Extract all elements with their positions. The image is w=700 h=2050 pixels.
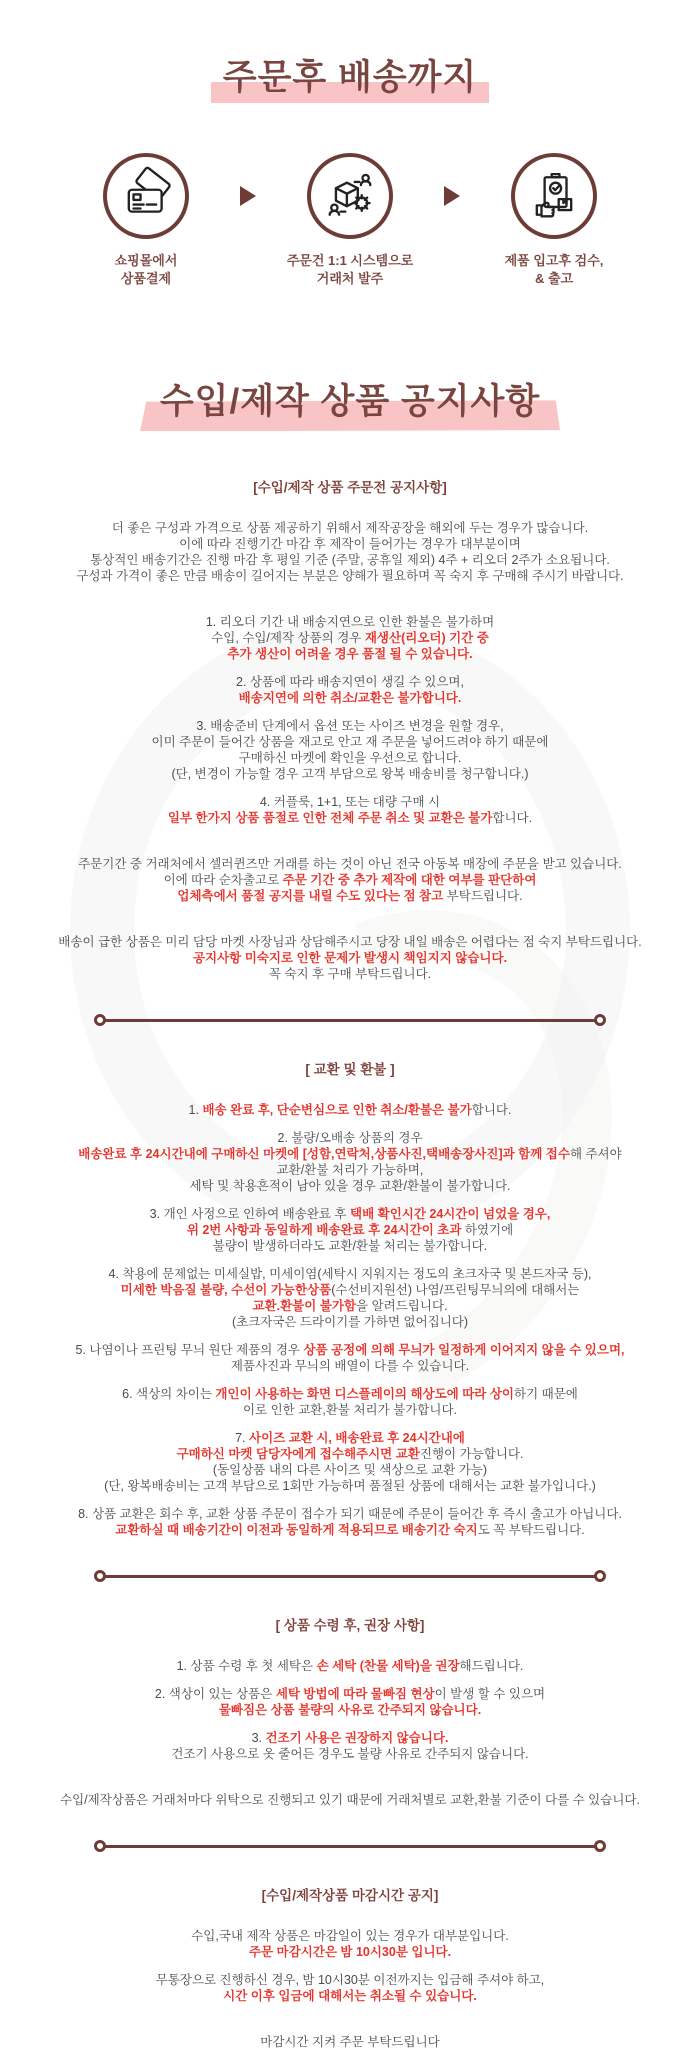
text-line: 구성과 가격이 좋은 만큼 배송이 길어지는 부분은 양해가 필요하며 꼭 숙지 후 구매해 주시기 바랍니다.: [76, 569, 624, 584]
notice-block: [28, 934, 672, 982]
order-system-icon: [307, 153, 393, 239]
section-heading: [ 교환 및 환불 ]: [305, 1062, 395, 1078]
notice-block: [28, 718, 672, 782]
text-line: 더 좋은 구성과 가격으로 상품 제공하기 위해서 제작공장을 해외에 두는 경우가 많습니다.: [111, 521, 589, 536]
notice-title: 수입/제작 상품 공지사항: [159, 382, 541, 422]
notice-block: [28, 1658, 672, 1674]
credit-cards-icon: [103, 153, 189, 239]
text-line: (초크자국은 드라이기를 가하면 없어집니다): [231, 1315, 469, 1330]
text-line: 교환/환불 처리가 가능하며,: [276, 1163, 424, 1178]
section-heading: [수입/제작상품 마감시간 공지]: [261, 1888, 439, 1904]
text-line: 세탁 및 착용흔적이 남아 있을 경우 교환/환불이 불가합니다.: [189, 1179, 511, 1194]
text-line: (단, 왕복배송비는 고객 부담으로 1회만 가능하며 품절된 상품에 대해서는 교환 불가입니다.): [104, 1479, 596, 1494]
step-payment-label: 쇼핑몰에서 상품결제: [114, 253, 178, 287]
text-line: 구매하신 마켓 담당자에게 접수해주시면 교환진행이 가능합니다.: [176, 1447, 524, 1462]
emphasis-text: 교환.환불이 불가함: [252, 1299, 357, 1314]
text-line: [28, 950, 672, 966]
text-line: 업체측에서 품절 공지를 내릴 수도 있다는 점 참고 부탁드립니다.: [177, 889, 523, 904]
notice-sections: [0, 476, 700, 2050]
notice-block: [28, 614, 672, 662]
text-line: 수입, 수입/제작 상품의 경우 재생산(리오더) 기간 중: [211, 631, 489, 646]
emphasis-text: 업체측에서 품절 공지를 내릴 수도 있다는 점 참고: [177, 889, 447, 904]
text-line: 2. 색상이 있는 상품은 세탁 방법에 따라 물빠짐 현상이 발생 할 수 있으며: [154, 1687, 546, 1702]
emphasis-text: 구매하신 마켓 담당자에게 접수해주시면 교환: [176, 1447, 420, 1462]
text-line: 교환하실 때 배송기간이 이전과 동일하게 적용되므로 배송기간 숙지도 꼭 부탁드립니다.: [115, 1523, 585, 1538]
text-line: 1. 상품 수령 후 첫 세탁은 손 세탁 (찬물 세탁)을 권장해드립니다.: [176, 1659, 524, 1674]
notice-block: [28, 1342, 672, 1374]
text-line: (동일상품 내의 다른 사이즈 및 색상으로 교환 가능): [212, 1463, 488, 1478]
emphasis-text: 배송완료 후 24시간내에 구매하신 마켓에 [성함,연락처,상품사진,택배송장사진]과 함께 접수: [78, 1147, 570, 1162]
text-line: 3. 개인 사정으로 인하여 배송완료 후 택배 확인시간 24시간이 넘었을 경우,: [149, 1207, 551, 1222]
arrow-right-icon: [444, 186, 460, 206]
section-divider: [94, 1570, 606, 1582]
emphasis-text: 위 2번 사항과 동일하게 배송완료 후 24시간이 초과: [186, 1223, 462, 1238]
step-payment: [52, 153, 240, 288]
emphasis-text: 일부 한가지 상품 품절로 인한 전체 주문 취소 및 교환은 불가: [167, 811, 493, 826]
text-line: 이로 인한 교환,환불 처리가 불가합니다.: [242, 1403, 458, 1418]
notice-block: [28, 794, 672, 826]
order-process-steps: [0, 153, 700, 288]
text-line: 미세한 박음질 불량, 수선이 가능한상품(수선비지원선) 나염/프린팅무늬의에 대해서는: [120, 1283, 580, 1298]
notice-block: [28, 1928, 672, 1960]
notice-block: [28, 1792, 672, 1808]
text-line: 8. 상품 교환은 회수 후, 교환 상품 주문이 접수가 되기 때문에 주문이 들어간 후 즉시 출고가 아닙니다.: [78, 1507, 622, 1522]
notice-title-section: [0, 374, 700, 436]
text-line: 이에 따라 순차출고로 주문 기간 중 추가 제작에 대한 여부를 판단하여: [163, 873, 537, 888]
emphasis-text: 손 세탁 (찬물 세탁)을 권장: [316, 1659, 460, 1674]
text-line: 위 2번 사항과 동일하게 배송완료 후 24시간이 초과 하였기에: [186, 1223, 514, 1238]
notice-block: [28, 1972, 672, 2004]
notice-block: [28, 1266, 672, 1330]
emphasis-text: 건조기 사용은 권장하지 않습니다.: [265, 1731, 449, 1746]
text-line: 수입,국내 제작 상품은 마감일이 있는 경우가 대부분입니다.: [191, 1929, 509, 1944]
text-line: 일부 한가지 상품 품절로 인한 전체 주문 취소 및 교환은 불가합니다.: [167, 811, 533, 826]
text-line: 이에 따라 진행기간 마감 후 제작이 들어가는 경우가 대부분이며: [179, 537, 521, 552]
emphasis-text: 개인이 사용하는 화면 디스플레이의 해상도에 따라 상이: [215, 1387, 514, 1402]
notice-block: [28, 1686, 672, 1718]
text-line: 4. 커플룩, 1+1, 또는 대량 구매 시: [259, 795, 441, 810]
step-inspection-label: 제품 입고후 검수, & 출고: [504, 253, 604, 287]
divider-end-circle: [594, 1840, 606, 1852]
section-heading: [수입/제작 상품 주문전 공지사항]: [253, 480, 447, 496]
emphasis-text: 미세한 박음질 불량, 수선이 가능한상품: [120, 1283, 332, 1298]
notice-block: [28, 520, 672, 584]
emphasis-text: 배송 완료 후, 단순변심으로 인한 취소/환불은 불가: [202, 1103, 472, 1118]
text-line: 배송완료 후 24시간내에 구매하신 마켓에 [성함,연락처,상품사진,택배송장사진]과 함께 접수해 주셔야: [78, 1147, 622, 1162]
text-line: [28, 646, 672, 662]
notice-block: [28, 1730, 672, 1762]
text-line: 3. 건조기 사용은 권장하지 않습니다.: [251, 1731, 449, 1746]
text-line: [28, 690, 672, 706]
process-title: 주문후 배송까지: [211, 50, 489, 103]
notice-block: [28, 1506, 672, 1538]
step-inspection: [460, 153, 648, 288]
text-line: 이미 주문이 들어간 상품을 재고로 안고 재 주문을 넣어드려야 하기 때문에: [151, 735, 549, 750]
emphasis-text: 교환하실 때 배송기간이 이전과 동일하게 적용되므로 배송기간 숙지: [115, 1523, 478, 1538]
emphasis-text: 세탁 방법에 따라 물빠짐 현상: [275, 1687, 435, 1702]
text-line: 무통장으로 진행하신 경우, 밤 10시30분 이전까지는 입금해 주셔야 하고,: [155, 1973, 545, 1988]
text-line: 주문기간 중 거래처에서 셀러퀸즈만 거래를 하는 것이 아닌 전국 아동복 매장에 주문을 받고 있습니다.: [78, 857, 622, 872]
divider-line: [104, 1845, 596, 1848]
text-line: 1. 배송 완료 후, 단순변심으로 인한 취소/환불은 불가합니다.: [188, 1103, 512, 1118]
emphasis-text: 재생산(리오더) 기간 중: [364, 631, 489, 646]
section-heading: [ 상품 수령 후, 권장 사항]: [275, 1618, 425, 1634]
text-line: (단, 변경이 가능할 경우 고객 부담으로 왕복 배송비를 청구합니다.): [171, 767, 529, 782]
divider-line: [104, 1575, 596, 1578]
section-divider: [94, 1014, 606, 1026]
divider-end-circle: [594, 1570, 606, 1582]
emphasis-text: 택배 확인시간 24시간이 넘었을 경우,: [350, 1207, 551, 1222]
text-line: [28, 1944, 672, 1960]
notice-block: [28, 1102, 672, 1118]
arrow-right-icon: [240, 186, 256, 206]
step-order-system: [256, 153, 444, 288]
inspection-shipping-icon: [511, 153, 597, 239]
text-line: 꼭 숙지 후 구매 부탁드립니다.: [268, 967, 432, 982]
text-line: 3. 배송준비 단계에서 옵션 또는 사이즈 변경을 원할 경우,: [196, 719, 504, 734]
text-line: 교환.환불이 불가함을 알려드립니다.: [252, 1299, 448, 1314]
text-line: 제품사진과 무늬의 배열이 다를 수 있습니다.: [230, 1359, 470, 1374]
process-title-section: [0, 0, 700, 103]
notice-block: [28, 674, 672, 706]
text-line: 2. 상품에 따라 배송지연이 생길 수 있으며,: [236, 675, 464, 690]
emphasis-text: 사이즈 교환 시, 배송완료 후 24시간내에: [249, 1431, 465, 1446]
notice-block: [28, 856, 672, 904]
notice-block: [28, 1130, 672, 1194]
text-line: 구매하신 마켓에 확인을 우선으로 합니다.: [238, 751, 462, 766]
text-line: 건조기 사용으로 옷 줄어든 경우도 불량 사유로 간주되지 않습니다.: [171, 1747, 529, 1762]
notice-block: [28, 1206, 672, 1254]
text-line: [28, 1988, 672, 2004]
text-line: [28, 1702, 672, 1718]
section-divider: [94, 1840, 606, 1852]
text-line: 수입/제작상품은 거래처마다 위탁으로 진행되고 있기 때문에 거래처별로 교환,환불 기준이 다를 수 있습니다.: [60, 1793, 640, 1808]
emphasis-text: 시간 이후 입금에 대해서는 취소될 수 있습니다.: [223, 1989, 477, 2004]
emphasis-text: 주문 기간 중 추가 제작에 대한 여부를 판단하여: [282, 873, 537, 888]
divider-end-circle: [94, 1014, 106, 1026]
divider-end-circle: [594, 1014, 606, 1026]
text-line: 배송이 급한 상품은 미리 담당 마켓 사장님과 상담해주시고 당장 내일 배송은 어렵다는 점 숙지 부탁드립니다.: [58, 935, 642, 950]
text-line: 불량이 발생하더라도 교환/환불 처리는 불가합니다.: [212, 1239, 488, 1254]
text-line: 7. 사이즈 교환 시, 배송완료 후 24시간내에: [235, 1431, 465, 1446]
notice-block: [28, 1386, 672, 1418]
emphasis-text: 추가 생산이 어려울 경우 품절 될 수 있습니다.: [227, 647, 473, 662]
text-line: 5. 나염이나 프린팅 무늬 원단 제품의 경우 상품 공정에 의해 무늬가 일정하게 이어지지 않을 수 있으며,: [75, 1343, 625, 1358]
text-line: 마감시간 지켜 주문 부탁드립니다: [260, 2035, 440, 2050]
emphasis-text: 상품 공정에 의해 무늬가 일정하게 이어지지 않을 수 있으며,: [303, 1343, 625, 1358]
text-line: 1. 리오더 기간 내 배송지연으로 인한 환불은 불가하며: [205, 615, 495, 630]
divider-line: [104, 1019, 596, 1022]
notice-block: [28, 2034, 672, 2050]
step-order-system-label: 주문건 1:1 시스템으로 거래처 발주: [286, 253, 414, 287]
divider-end-circle: [94, 1570, 106, 1582]
emphasis-text: 공지사항 미숙지로 인한 문제가 발생시 책임지지 않습니다.: [192, 951, 508, 966]
text-line: 2. 불량/오배송 상품의 경우: [277, 1131, 423, 1146]
notice-block: [28, 1430, 672, 1494]
emphasis-text: 배송지연에 의한 취소/교환은 불가합니다.: [238, 691, 462, 706]
divider-end-circle: [94, 1840, 106, 1852]
emphasis-text: 주문 마감시간은 밤 10시30분 입니다.: [248, 1945, 452, 1960]
text-line: 통상적인 배송기간은 진행 마감 후 평일 기준 (주말, 공휴일 제외) 4주 + 리오더 2주가 소요됩니다.: [90, 553, 610, 568]
text-line: 6. 색상의 차이는 개인이 사용하는 화면 디스플레이의 해상도에 따라 상이하기 때문에: [122, 1387, 578, 1402]
text-line: 4. 착용에 문제없는 미세실밥, 미세이염(세탁시 지워지는 정도의 초크자국 및 본드자국 등),: [108, 1267, 592, 1282]
emphasis-text: 물빠짐은 상품 불량의 사유로 간주되지 않습니다.: [218, 1703, 482, 1718]
